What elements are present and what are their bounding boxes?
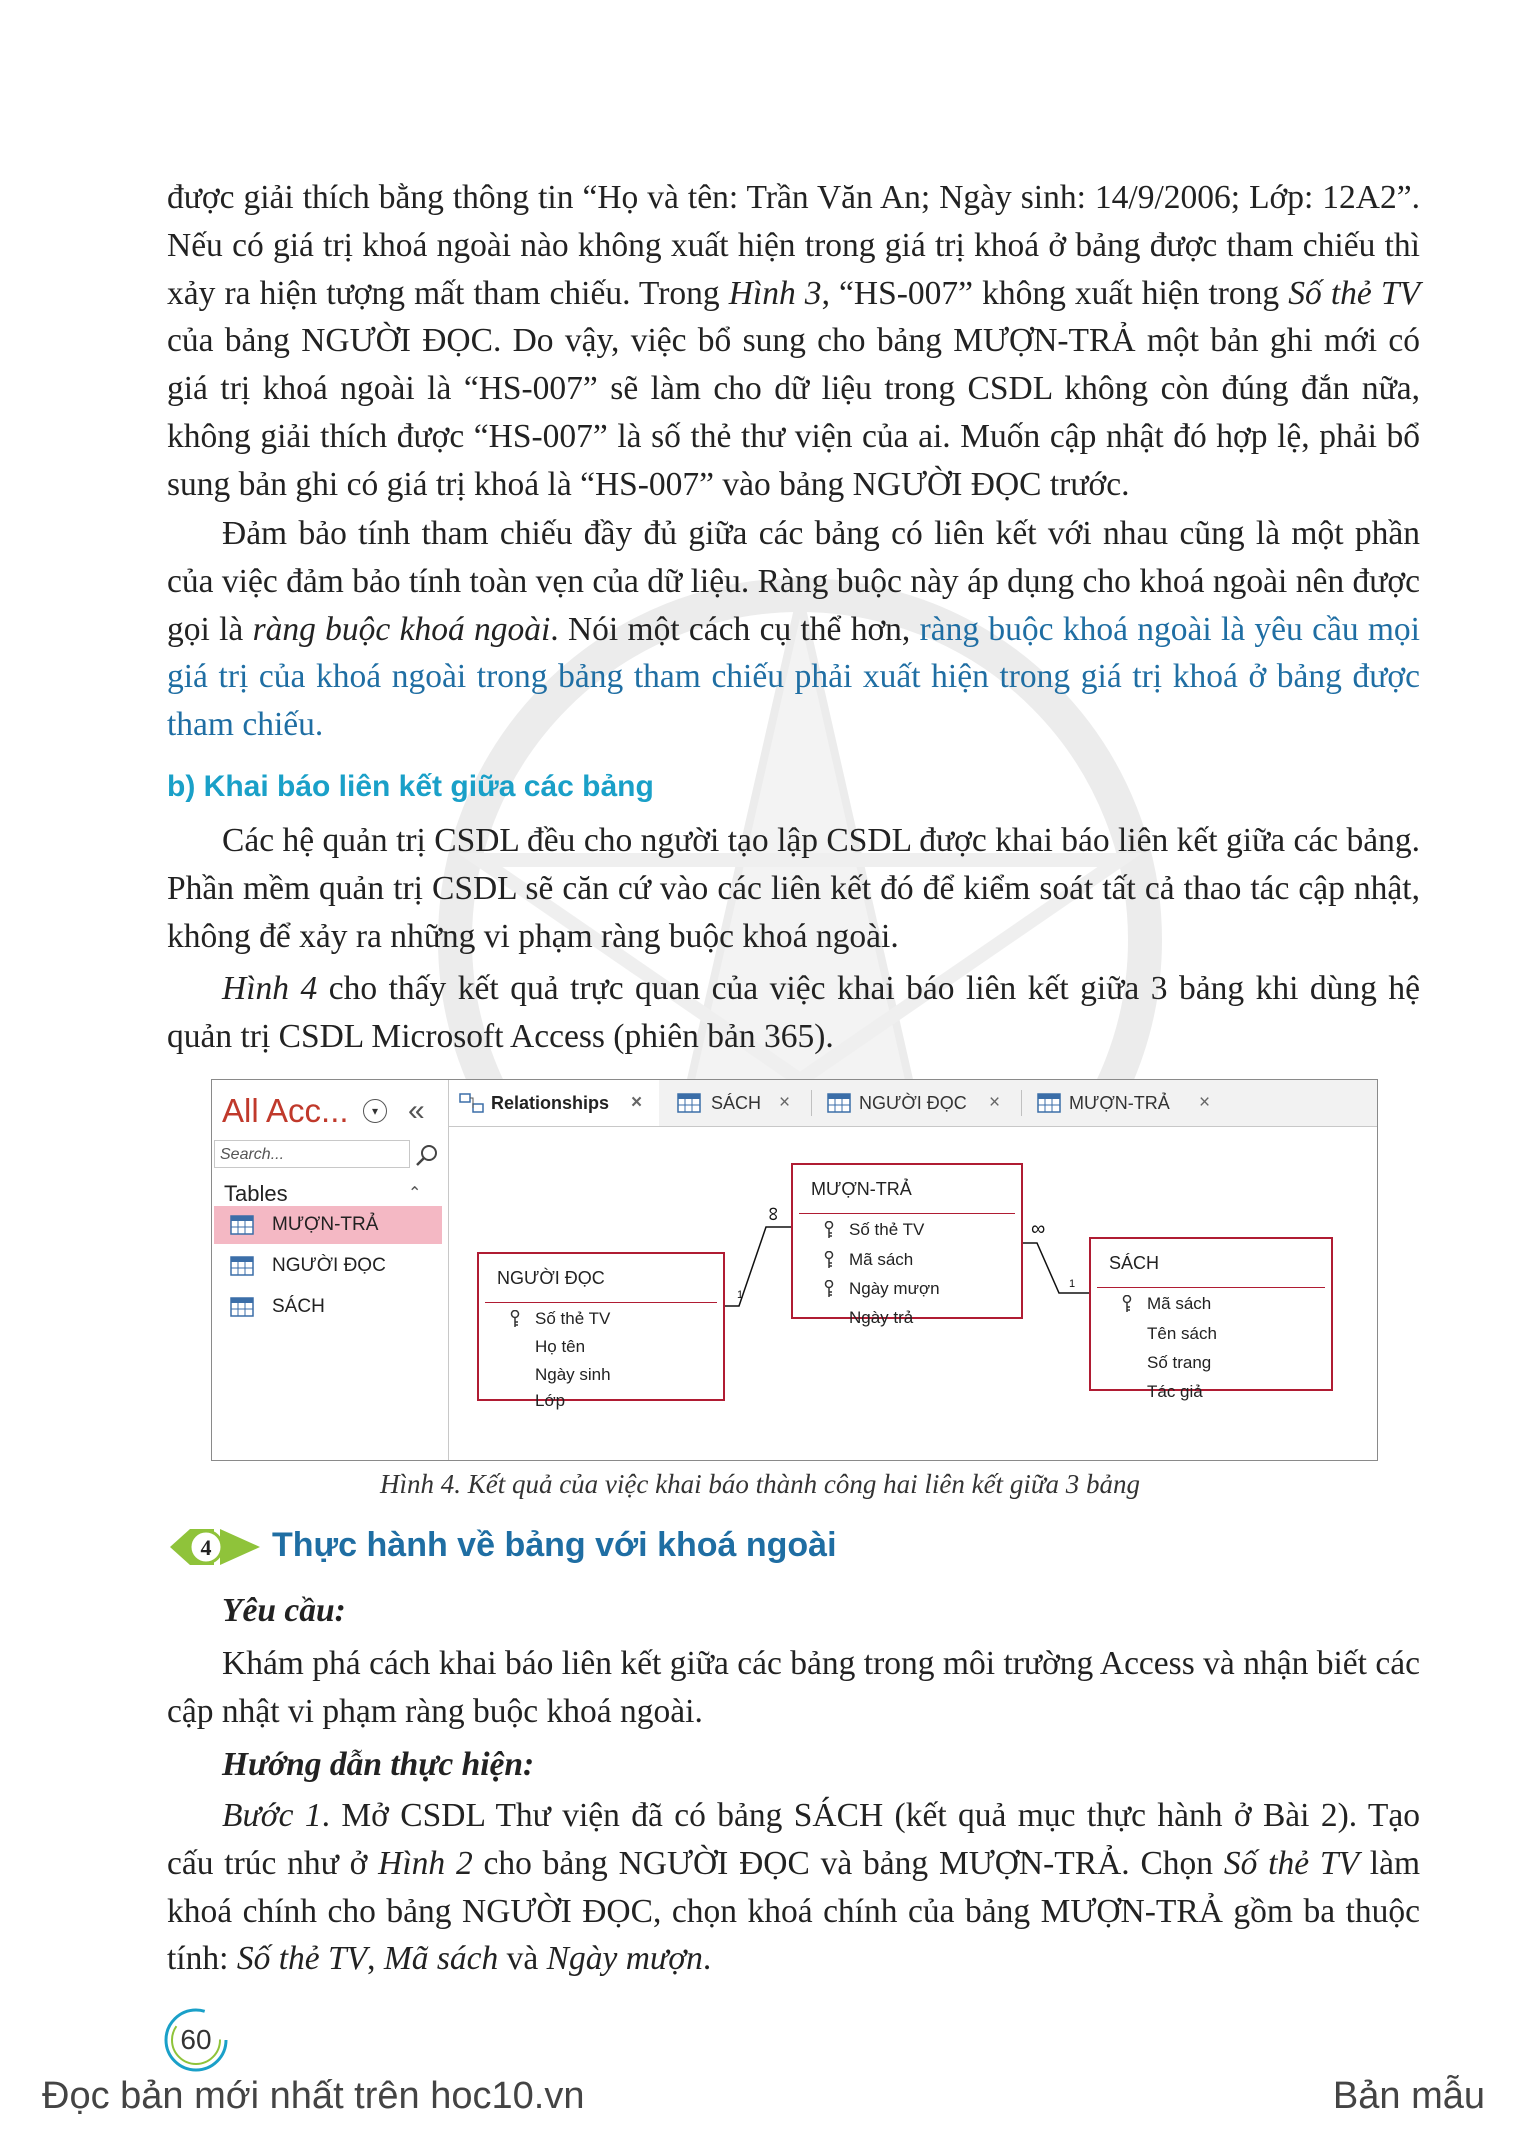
table-muon-tra[interactable]: [791, 1163, 1023, 1327]
table-icon: [677, 1093, 701, 1113]
key-icon: [823, 1221, 835, 1239]
navigation-pane: [212, 1080, 449, 1460]
buoc-1: Bước 1. Mở CSDL Thư viện đã có bảng SÁCH (kết quả mục thực hành ở Bài 2). Tạo cấu trúc như ở Hình 2 cho bảng NGƯỜI ĐỌC và bảng MƯỢN-TRẢ. Chọn Số thẻ TV làm khoá chính cho bảng NGƯỜI ĐỌC, chọn khoá chính của bảng MƯỢN-TRẢ gồm ba thuộc tính: Số thẻ TV, Mã sách và Ngày mượn.: [167, 1797, 1420, 1978]
table-title: MƯỢN-TRẢ: [811, 1179, 912, 1199]
tab-muon-tra[interactable]: [1027, 1080, 1227, 1126]
relationships-canvas: [449, 1127, 1377, 1460]
key-icon: [823, 1280, 835, 1298]
nav-item-label: NGƯỜI ĐỌC: [272, 1255, 386, 1276]
close-icon[interactable]: ×: [1199, 1092, 1211, 1113]
field-tac-gia: Tác giả: [1147, 1382, 1203, 1401]
table-icon: [230, 1215, 254, 1235]
tables-group-header[interactable]: Tables: [224, 1181, 288, 1206]
key-icon: [823, 1251, 835, 1269]
page-number: 60: [180, 2024, 212, 2055]
rel-many-label: ∞: [1031, 1218, 1046, 1240]
table-nguoi-doc[interactable]: [477, 1252, 725, 1410]
nav-item-muon-tra[interactable]: [214, 1206, 442, 1244]
footer-left: Đọc bản mới nhất trên hoc10.vn: [42, 2075, 585, 2117]
field-so-the-tv: Số thẻ TV: [535, 1309, 611, 1328]
field-ngay-sinh: Ngày sinh: [535, 1365, 611, 1384]
tab-label: Relationships: [491, 1093, 610, 1113]
footer-right: Bản mẫu: [1332, 2075, 1485, 2117]
tab-nguoi-doc[interactable]: [817, 1080, 1017, 1126]
search-input[interactable]: Search...: [214, 1140, 410, 1168]
nav-item-label: SÁCH: [272, 1296, 325, 1317]
highlighted-definition: ràng buộc khoá ngoài là yêu cầu mọi giá trị của khoá ngoài trong bảng tham chiếu phải xuất hiện trong giá trị khoá ở bảng được tham chiếu.: [167, 610, 1420, 744]
relationships-icon: [459, 1093, 485, 1113]
field-ngay-tra: Ngày trả: [849, 1308, 914, 1327]
access-relationships-screenshot: [211, 1079, 1378, 1461]
paragraph-4: Hình 4 cho thấy kết quả trực quan của việc khai báo liên kết giữa 3 bảng khi dùng hệ quản trị CSDL Microsoft Access (phiên bản 365).: [167, 970, 1420, 1055]
table-icon: [827, 1093, 851, 1113]
section-title: Thực hành về bảng với khoá ngoài: [272, 1526, 837, 1564]
nav-item-nguoi-doc[interactable]: [214, 1247, 442, 1285]
table-sach[interactable]: [1089, 1237, 1333, 1401]
table-icon: [230, 1297, 254, 1317]
key-icon: [1121, 1295, 1133, 1313]
close-icon[interactable]: ×: [989, 1092, 1001, 1113]
yeu-cau-label: Yêu cầu:: [222, 1592, 346, 1629]
nav-pane-title[interactable]: All Acc...: [222, 1092, 349, 1129]
rel-one-label: 1: [737, 1289, 744, 1301]
section-number-badge: [170, 1527, 260, 1567]
field-lop: Lớp: [535, 1391, 566, 1410]
field-ma-sach: Mã sách: [849, 1250, 914, 1269]
nav-item-label: MƯỢN-TRẢ: [272, 1214, 379, 1235]
subheading-b: b) Khai báo liên kết giữa các bảng: [167, 770, 654, 803]
table-title: NGƯỜI ĐỌC: [497, 1268, 605, 1288]
tab-label: SÁCH: [711, 1093, 762, 1113]
chevron-down-icon[interactable]: ▾: [363, 1099, 387, 1123]
close-icon[interactable]: ×: [779, 1092, 791, 1113]
field-ho-ten: Họ tên: [535, 1337, 586, 1356]
table-title: SÁCH: [1109, 1253, 1160, 1273]
figure-caption: Hình 4. Kết quả của việc khai báo thành công hai liên kết giữa 3 bảng: [379, 1469, 1141, 1499]
yeu-cau-text: Khám phá cách khai báo liên kết giữa các bảng trong môi trường Access và nhận biết các cập nhật vi phạm ràng buộc khoá ngoài.: [167, 1645, 1420, 1730]
field-ma-sach: Mã sách: [1147, 1294, 1212, 1313]
table-icon: [1037, 1093, 1061, 1113]
field-so-trang: Số trang: [1147, 1353, 1212, 1372]
collapse-pane-button[interactable]: «: [408, 1094, 425, 1127]
nav-item-sach[interactable]: [214, 1288, 442, 1326]
huong-dan-label: Hướng dẫn thực hiện:: [222, 1746, 535, 1783]
tab-relationships[interactable]: [449, 1080, 659, 1126]
tab-label: NGƯỜI ĐỌC: [859, 1093, 967, 1113]
section-number: 4: [200, 1535, 212, 1560]
table-icon: [230, 1256, 254, 1276]
paragraph-2: Đảm bảo tính tham chiếu đầy đủ giữa các bảng có liên kết với nhau cũng là một phần của việc đảm bảo tính toàn vẹn của dữ liệu. Ràng buộc này áp dụng cho khoá ngoài nên được gọi là ràng buộc khoá ngoài. Nói một cách cụ thể hơn, ràng buộc khoá ngoài là yêu cầu mọi giá trị của khoá ngoài trong bảng tham chiếu phải xuất hiện trong giá trị khoá ở bảng được tham chiếu.: [167, 515, 1420, 744]
paragraph-3: Các hệ quản trị CSDL đều cho người tạo lập CSDL được khai báo liên kết giữa các bảng. Phần mềm quản trị CSDL sẽ căn cứ vào các liên kết đó để kiểm soát tất cả thao tác cập nhật, không để xảy ra những vi phạm ràng buộc khoá ngoài.: [167, 822, 1420, 955]
paragraph-1: được giải thích bằng thông tin “Họ và tên: Trần Văn An; Ngày sinh: 14/9/2006; Lớp: 12A2”. Nếu có giá trị khoá ngoài nào không xuất hiện trong giá trị khoá ở bảng được tham chiếu thì xảy ra hiện tượng mất tham chiếu. Trong Hình 3, “HS-007” không xuất hiện trong Số thẻ TV của bảng NGƯỜI ĐỌC. Do vậy, việc bổ sung cho bảng MƯỢN-TRẢ một bản ghi mới có giá trị khoá ngoài là “HS-007” sẽ làm cho dữ liệu trong CSDL không còn đúng đắn nữa, không giải thích được “HS-007” là số thẻ thư viện của ai. Muốn cập nhật đó hợp lệ, phải bổ sung bản ghi có giá trị khoá là “HS-007” vào bảng NGƯỜI ĐỌC trước.: [167, 179, 1420, 503]
field-ten-sach: Tên sách: [1147, 1324, 1217, 1343]
key-icon: [509, 1310, 521, 1328]
document-tabs: [449, 1080, 1377, 1127]
tab-label: MƯỢN-TRẢ: [1069, 1093, 1170, 1113]
group-collapse-icon[interactable]: ⌃: [408, 1185, 422, 1202]
search-icon[interactable]: [414, 1142, 440, 1168]
close-icon[interactable]: ×: [631, 1092, 643, 1113]
rel-one-label: 1: [1069, 1278, 1076, 1290]
rel-many-label: ∞: [762, 1206, 784, 1221]
field-ngay-muon: Ngày mượn: [849, 1279, 940, 1298]
field-so-the-tv: Số thẻ TV: [849, 1220, 925, 1239]
tab-sach[interactable]: [667, 1080, 807, 1126]
